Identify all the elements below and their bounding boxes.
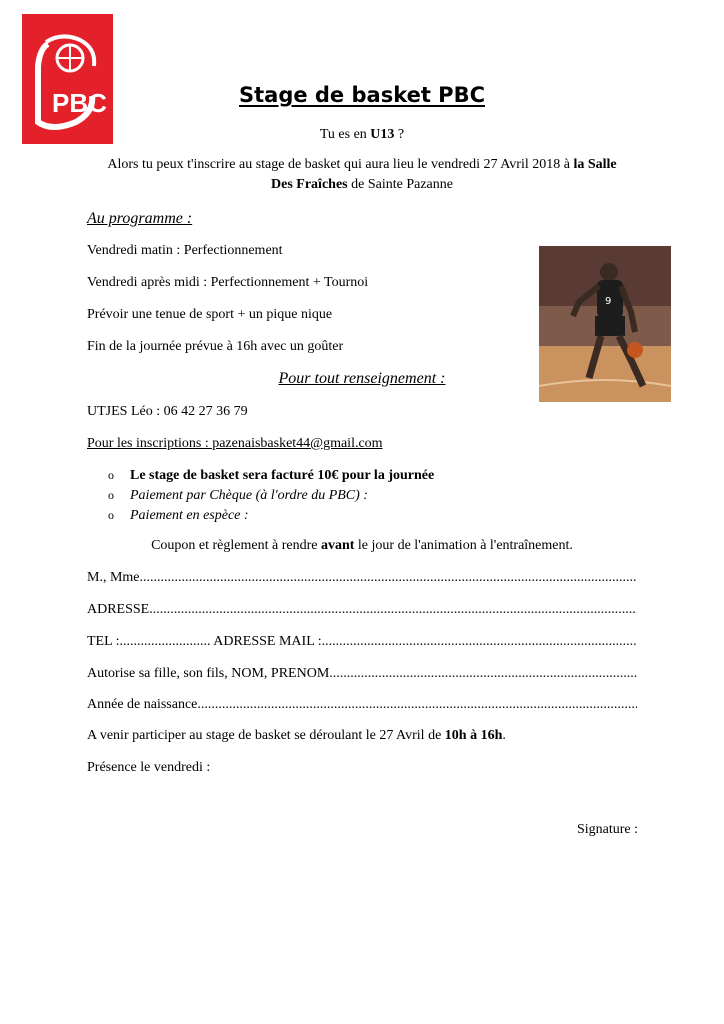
programme-item: Vendredi matin : Perfectionnement [87,243,283,258]
inscriptions-email-text[interactable]: Pour les inscriptions : pazenaisbasket44@gmail.com [87,436,383,451]
intro-line-1 [0,157,724,173]
coupon-text-before: Coupon et règlement à rendre [151,538,321,553]
svg-text:9: 9 [605,296,612,307]
programme-item: Fin de la journée prévue à 16h avec un goûter [87,339,344,354]
info-heading: Pour tout renseignement : [278,370,446,387]
bullet-marker: o [108,488,114,502]
programme-item: Prévoir une tenue de sport + un pique nique [87,307,333,322]
pbc-logo-graphic [22,14,113,144]
field-name-blank[interactable] [140,570,638,585]
coupon-instruction [0,538,724,554]
field-email-blank[interactable] [322,634,637,649]
page-title: Stage de basket PBC [238,83,485,107]
bullet-price-text: Le stage de basket sera facturé 10€ pour la journée [130,468,435,483]
field-address-label: ADRESSE [87,602,150,617]
intro-line-2-bold: Des Fraîches [271,177,348,192]
contact-phone: UTJES Léo : 06 42 27 36 79 [87,404,248,419]
level-question-prefix: Tu es en [319,127,371,142]
field-name-label: M., Mme [87,570,140,585]
field-address[interactable] [87,602,637,618]
intro-line-1-bold: la Salle [573,157,617,172]
participation-statement [87,728,506,744]
field-tel-email-label: TEL :.......................... ADRESSE MAIL : [87,634,322,649]
field-birth-year-label: Année de naissance [87,697,198,712]
programme-heading: Au programme : [87,210,193,227]
inscriptions-email[interactable] [87,436,383,452]
signature-label: Signature : [576,822,638,837]
field-birth-year[interactable] [87,697,637,713]
participation-hours: 10h à 16h [444,728,503,743]
coupon-text-after: le jour de l'animation à l'entraînement. [354,538,573,553]
field-authorize[interactable] [87,666,637,682]
bullet-marker: o [108,508,114,522]
field-name[interactable] [87,570,637,586]
field-address-blank[interactable] [149,602,637,617]
intro-line-2 [0,177,724,193]
bullet-cash-text: Paiement en espèce : [130,508,249,523]
coupon-text-bold: avant [320,538,355,553]
field-birth-year-blank[interactable] [197,697,637,712]
bullet-marker: o [108,468,114,482]
participation-text: A venir participer au stage de basket se déroulant le 27 Avril de [87,728,445,743]
field-authorize-label: Autorise sa fille, son fils, NOM, PRENOM [87,666,330,681]
level-question [0,127,724,143]
logo-text: PBC [52,88,107,118]
field-tel-email[interactable] [87,634,637,650]
presence-label: Présence le vendredi : [87,760,211,775]
programme-item: Vendredi après midi : Perfectionnement + Tournoi [87,275,369,290]
intro-line-2-text: de Sainte Pazanne [347,177,453,192]
level-question-suffix: ? [394,127,405,142]
field-authorize-blank[interactable] [329,666,637,681]
bullet-cheque-text: Paiement par Chèque (à l'ordre du PBC) : [130,488,368,503]
participation-end: . [502,728,506,743]
intro-line-1-text: Alors tu peux t'inscrire au stage de basket qui aura lieu le vendredi 27 Avril 2018 à [107,157,574,172]
level-question-bold: U13 [370,127,395,142]
pbc-logo [22,14,113,144]
